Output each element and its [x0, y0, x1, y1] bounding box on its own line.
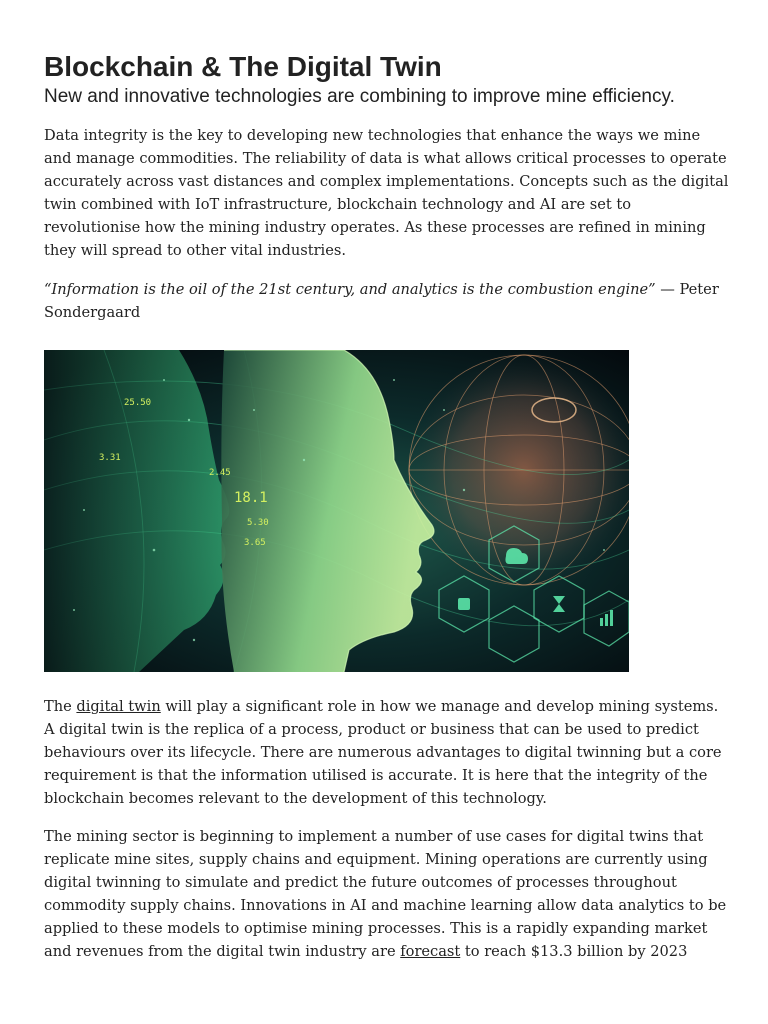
digital-face-illustration — [44, 350, 629, 672]
p4-text-after: to reach $13.3 billion by 2023 — [460, 943, 688, 960]
hero-label-1: 25.50 — [124, 398, 152, 408]
intro-paragraph: Data integrity is the key to developing new technologies that enhance the ways we mine and manage commodities. The reliability of data is what allows critical processes to operate accurately across vast distances and complex implementations. Concepts such as the digital twin combined with IoT infrastructure, blockchain technology and AI are set to revolutionise how the mining industry operates. As these processes are refined in mining they will spread to other vital industries. — [44, 127, 729, 259]
hero-label-5: 5.30 — [247, 518, 269, 528]
quote-text: “Information is the oil of the 21st century, and analytics is the combustion engine” — [44, 281, 656, 298]
hero-label-6: 3.65 — [244, 538, 266, 548]
quote-paragraph — [44, 278, 729, 324]
article-subtitle: New and innovative technologies are combining to improve mine efficiency. — [44, 86, 675, 107]
hero-label-3: 18.1 — [234, 490, 268, 506]
forecast-link[interactable]: forecast — [400, 943, 461, 960]
p3-text-after: will play a significant role in how we manage and develop mining systems. A digital twin is the replica of a process, product or business that can be used to predict behaviours over its lifecycle. There are numerous advantages to digital twinning but a core requirement is that the information utilised is accurate. It is here that the integrity of the blockchain becomes relevant to the development of this technology. — [44, 698, 722, 807]
hero-label-2: 3.31 — [99, 453, 121, 463]
article-title: Blockchain & The Digital Twin — [44, 51, 442, 82]
p4-text-before: The mining sector is beginning to implement a number of use cases for digital twins that replicate mine sites, supply chains and equipment. Mining operations are currently using digital twinning to simulate and predict the future outcomes of processes throughout commodity supply chains. Innovations in AI and machine learning allow data analytics to be applied to these models to optimise mining processes. This is a rapidly expanding market and revenues from the digital twin industry are — [44, 828, 727, 960]
mining-sector-paragraph — [44, 825, 729, 963]
quote-attribution: — Peter Sondergaard — [44, 281, 719, 321]
article — [44, 50, 729, 960]
hero-label-4: 2.45 — [209, 468, 231, 478]
p3-text-before: The — [44, 698, 77, 715]
digital-twin-paragraph — [44, 695, 729, 810]
digital-twin-link[interactable]: digital twin — [76, 698, 161, 715]
hero-image — [44, 350, 629, 672]
